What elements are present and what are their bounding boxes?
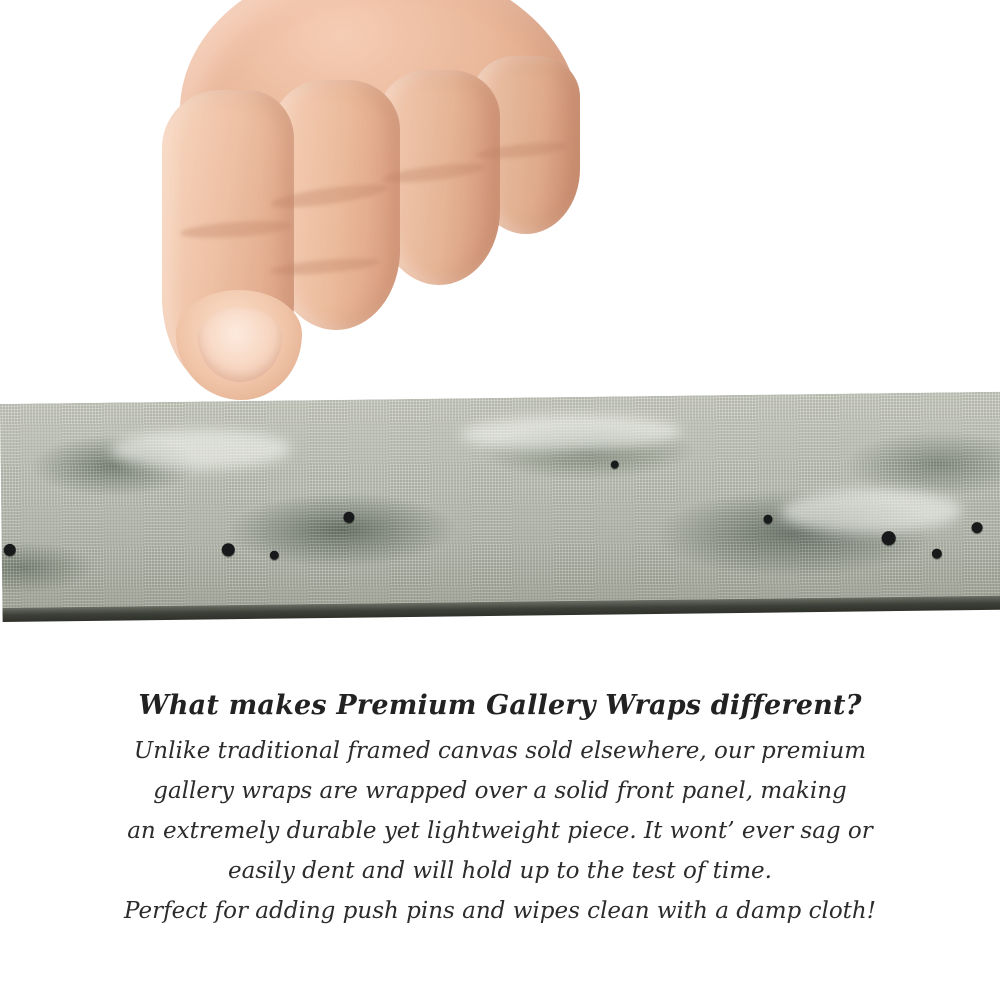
caption-line: Perfect for adding push pins and wipes clean with a damp cloth!: [124, 898, 876, 924]
caption-line: easily dent and will hold up to the test of time.: [228, 858, 772, 884]
canvas-speck: [4, 544, 16, 556]
caption-heading: What makes Premium Gallery Wraps different?: [138, 690, 862, 721]
canvas-speck: [611, 460, 619, 468]
hand-illustration: [120, 0, 590, 430]
canvas-speck: [270, 551, 279, 560]
canvas-wrap-edge: [0, 392, 1000, 622]
canvas-speck: [932, 549, 942, 559]
canvas-speck: [882, 531, 896, 545]
caption-block: [0, 690, 1000, 931]
canvas-speck: [763, 515, 772, 524]
caption-line: Unlike traditional framed canvas sold elsewhere, our premium: [133, 738, 867, 764]
caption-line: an extremely durable yet lightweight piece. It wont’ ever sag or: [127, 818, 873, 844]
canvas-speck: [343, 512, 354, 523]
canvas-speck: [222, 543, 235, 556]
canvas-speck: [972, 522, 983, 533]
caption-line: gallery wraps are wrapped over a solid front panel, making: [153, 778, 847, 804]
canvas-printed-surface: [0, 392, 1000, 614]
